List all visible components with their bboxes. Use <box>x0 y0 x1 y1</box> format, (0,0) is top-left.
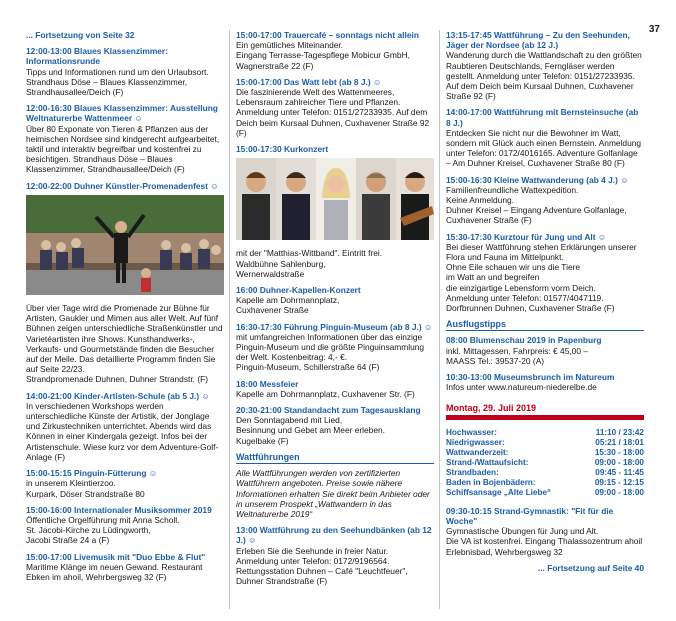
event-desc-block <box>236 248 434 279</box>
tide-label: Baden in Bojenbädern: <box>446 477 536 487</box>
event-desc: Ein gemütliches Miteinander. Eingang Terrasse-Tagespflege Mobicur GmbH, Wagnerstraße 22 (F) <box>236 40 410 71</box>
event-title: 14:00-17:00 Wattführung mit Bernsteinsuche (ab 8 J.) <box>446 107 639 128</box>
column-divider <box>439 30 440 609</box>
tide-label: Strandbaden: <box>446 467 499 477</box>
event <box>26 46 224 97</box>
event-title: 16:00 Duhner-Kapellen-Konzert <box>236 285 361 296</box>
event-desc: Erleben Sie die Seehunde in freier Natur. Anmeldung unter Telefon: 0172/9196564. Rettungsstation Duhnen – Café "Leuchtfeuer", Duhner Strandstraße (F) <box>236 545 408 587</box>
event-desc: mit umfangreichen Informationen über das einzige Pinguin-Museum und die größte Pinguinsammlung der Welt. Kostenbeitrag: 4,- €. Pinguin-Museum, Schillerstraße 64 (F) <box>236 331 425 373</box>
continued-on: ... Fortsetzung auf Seite 40 <box>537 562 644 573</box>
tide-row <box>446 438 644 448</box>
tide-label: Niedrigwasser: <box>446 437 505 447</box>
page-number: 37 <box>648 24 660 35</box>
event <box>446 232 644 314</box>
tide-label: Schiffsansage „Alte Liebe“ <box>446 487 552 497</box>
tide-value: 11:10 / 23:42 <box>595 427 644 437</box>
event-title: 15:00-16:00 Internationaler Musiksommer 2019 <box>26 504 212 515</box>
event-desc: mit der "Matthias-Wittband". Eintritt frei. Waldbühne Sahlenburg, Wernerwaldstraße <box>236 248 383 279</box>
tide-row <box>446 458 644 468</box>
tide-value: 09:15 - 12:15 <box>594 477 644 487</box>
day-heading: Montag, 29. Juli 2019 <box>446 402 537 413</box>
event <box>446 175 644 226</box>
event <box>236 285 434 316</box>
event-desc: Die faszinierende Welt des Wattenmeeres, Lebensraum zahlreicher Tiere und Pflanzen. Anmeldung unter Telefon: 0151/27233935. Auf dem Deich beim Kursaal Duhnen, Cuxhavener Straße 92 (F) <box>236 87 430 138</box>
event-desc: Den Sonntagabend mit Lied, Besinnung und Gebet am Meer erleben. Kugelbake (F) <box>236 415 385 446</box>
event-title: 09:30-10:15 Strand-Gymnastik: "Fit für die Woche" <box>446 505 614 526</box>
column-3 <box>446 30 644 579</box>
continued-from: ... Fortsetzung von Seite 32 <box>26 30 135 40</box>
event-desc: Entdecken Sie nicht nur die Bewohner im Watt, sondern mit Glück auch einen Bernstein. Anmeldung unter Telefon: 0172/4016165. Adventure Golfanlage – Am Duhner Kreisel, Cuxhavener Straße 80 (F) <box>446 127 642 169</box>
event <box>446 107 644 168</box>
event-title: 14:00-21:00 Kinder-Artisten-Schule (ab 5 J.) ☺ <box>26 390 211 401</box>
section-note <box>236 468 434 519</box>
event-title: 15:00-17:30 Kurkonzert <box>236 144 329 155</box>
event <box>26 391 224 462</box>
event-desc: Über 80 Exponate von Tieren & Pflanzen aus der heimischen Nordsee sind kindgerecht aufgearbeitet, taktil und interaktiv begreifbar und kostenfrei zu besichtigen. Strandhaus Döse – Blaues Klassenzimmer, Strandhausallee/Deich (F) <box>26 123 220 175</box>
tide-row <box>446 428 644 438</box>
tide-row <box>446 468 644 478</box>
column-divider <box>229 30 230 609</box>
event-title: 10:30-13:00 Museumsbrunch im Natureum <box>446 372 615 383</box>
band-photo <box>236 158 434 240</box>
tide-label: Strand-/Wattaufsicht: <box>446 457 529 467</box>
event <box>26 468 224 499</box>
event-desc: Über vier Tage wird die Promenade zur Bühne für Artisten, Gaukler und Mimen aus aller Welt. Auf fünf Bühnen zeigen unterschiedliche Straßenkünstler und Varietéartisten ihre Shows. Kunsthandwerks-, Verkaufs- und Gourmetstände finden die Besucher auf der Meile. Das detaillierte Programm finden Sie auf Seite 22/23. Strandpromenade Duhnen, Duhner Strandstr. (F) <box>26 303 223 385</box>
tide-row <box>446 488 644 498</box>
event <box>26 181 224 191</box>
event-title: 18:00 Messfeier <box>236 378 299 389</box>
event <box>26 552 224 583</box>
event-title: 13:00 Wattführung zu den Seehundbänken (ab 12 J.) ☺ <box>236 525 432 546</box>
tide-row <box>446 448 644 458</box>
tide-value: 09:45 - 11:45 <box>595 467 644 477</box>
tide-label: Wattwanderzeit: <box>446 447 509 457</box>
event-title: 20:30-21:00 Standandacht zum Tagesausklang <box>236 405 421 416</box>
event <box>446 506 644 557</box>
event-desc: Familienfreundliche Wattexpedition. Keine Anmeldung. Duhner Kreisel – Eingang Adventure Golfanlage, Cuxhavener Straße (F) <box>446 184 627 226</box>
event <box>446 372 644 392</box>
tide-row <box>446 478 644 488</box>
event <box>236 144 434 154</box>
tide-value: 05:21 / 18:01 <box>595 437 644 447</box>
column-2 <box>236 30 434 592</box>
tide-value: 15:30 - 18:00 <box>594 447 644 457</box>
event <box>236 379 434 399</box>
event-title: 12:00-22:00 Duhner Künstler-Promenadenfest ☺ <box>26 180 219 191</box>
section-heading-ausflugstipps: Ausflugstipps <box>446 319 644 331</box>
event-title: 15:00-17:00 Das Watt lebt (ab 8 J.) ☺ <box>236 76 382 87</box>
event-desc: Maritime Klänge im neuen Gewand. Restaurant Ebken im ahoil, Wehrbergsweg 32 (F) <box>26 561 203 582</box>
event-title: 15:00-16:30 Kleine Wattwanderung (ab 4 J.) ☺ <box>446 174 629 185</box>
event-desc-block <box>26 303 224 385</box>
street-artist-photo <box>26 195 224 295</box>
tide-label: Hochwasser: <box>446 427 497 437</box>
tide-value: 09:00 - 18:00 <box>594 457 644 467</box>
event-desc: Kapelle am Dohrmannplatz, Cuxhavener Str. (F) <box>236 388 415 399</box>
event-title: 15:00-15:15 Pinguin-Fütterung ☺ <box>26 468 158 479</box>
event-desc: Öffentliche Orgelführung mit Anna Scholl. St. Jacobi-Kirche zu Lüdingworth, Jacobi Straße 24 a (F) <box>26 514 180 546</box>
tide-value: 09:00 - 18:00 <box>594 487 644 497</box>
event-title: 15:30-17:30 Kurztour für Jung und Alt ☺ <box>446 231 607 242</box>
event-desc: inkl. Mittagessen, Fahrpreis: € 45,00 – MAASS Tel.: 39537-20 (A) <box>446 345 588 366</box>
day-divider <box>446 415 644 420</box>
event-title: 12:00-13:00 Blaues Klassenzimmer: Informationsrunde <box>26 46 168 67</box>
event-desc: Tipps und Informationen rund um den Urlaubsort. Strandhaus Döse – Blaues Klassenzimmer, Strandhausallee/Deich (F) <box>26 66 209 98</box>
event-desc: Infos unter www.natureum-niederelbe.de <box>446 382 597 393</box>
event-title: 15:00-17:00 Livemusik mit "Duo Ebbe & Flut" <box>26 551 206 562</box>
event-title: 08:00 Blumenschau 2019 in Papenburg <box>446 335 602 346</box>
tide-table <box>446 428 644 498</box>
event-desc: Bei dieser Wattführung stehen Erklärungen unserer Flora und Fauna im Mittelpunkt. Ohne Eile schauen wir uns die Tiere im Watt an und begreifen die einzigartige Lebensform vorm Deich. Anmeldung unter Telefon: 01577/4047119. Dorfbrunnen Duhnen, Cuxhavener Straße (F) <box>446 241 637 314</box>
event <box>446 30 644 101</box>
event <box>26 505 224 546</box>
event-desc: in unserem Kleintierzoo. Kurpark, Döser Strandstraße 80 <box>26 478 145 499</box>
event-desc: Gymnastische Übungen für Jung und Alt. Die VA ist kostenfrei. Eingang Thalassozentrum ahoil Erlebnisbad, Wehrbergsweg 32 <box>446 526 643 557</box>
watt-note: Alle Wattführungen werden von zertifizierten Wattführern angeboten. Preise sowie nähere Informationen erhalten Sie direkt beim Anbieter oder in unserem Prospekt „Wattwandern in das Weltnaturerbe 2019“ <box>236 468 430 519</box>
event <box>236 322 434 373</box>
event-title: 16:30-17:30 Führung Pinguin-Museum (ab 8 J.) ☺ <box>236 321 433 332</box>
event <box>236 405 434 446</box>
event <box>236 525 434 586</box>
event-desc: Wanderung durch die Wattlandschaft zu den größten Raubtieren Deutschlands, Ferngläser werden gestellt. Anmeldung unter Telefon: 0151/27233935. Auf dem Deich beim Kursaal Duhnen, Cuxhavener Straße 92 (F) <box>446 50 642 102</box>
event <box>236 30 434 71</box>
event <box>236 77 434 138</box>
event-title: 12:00-16:30 Blaues Klassenzimmer: Ausstellung Weltnaturerbe Wattenmeer ☺ <box>26 103 218 124</box>
event <box>26 103 224 174</box>
event-title: 15:00-17:00 Trauercafé – sonntags nicht allein <box>236 30 419 40</box>
section-heading-wattfuehrungen: Wattführungen <box>236 452 434 464</box>
column-1 <box>26 30 224 588</box>
event-desc: Kapelle am Dohrmannplatz, Cuxhavener Straße <box>236 295 340 316</box>
event-title: 13:15-17:45 Wattführung – Zu den Seehunden, Jäger der Nordsee (ab 12 J.) <box>446 30 630 51</box>
event <box>446 335 644 366</box>
event-desc: In verschiedenen Workshops werden unterschiedliche Künste der Artistik, der Jonglage und Zirkustechniken unterrichtet. Abends wird das Können in einer Kindergala gezeigt. Infos bei der Artistenschule. Wiese kurz vor dem Adventure-Golf-Anlage (F) <box>26 400 219 462</box>
